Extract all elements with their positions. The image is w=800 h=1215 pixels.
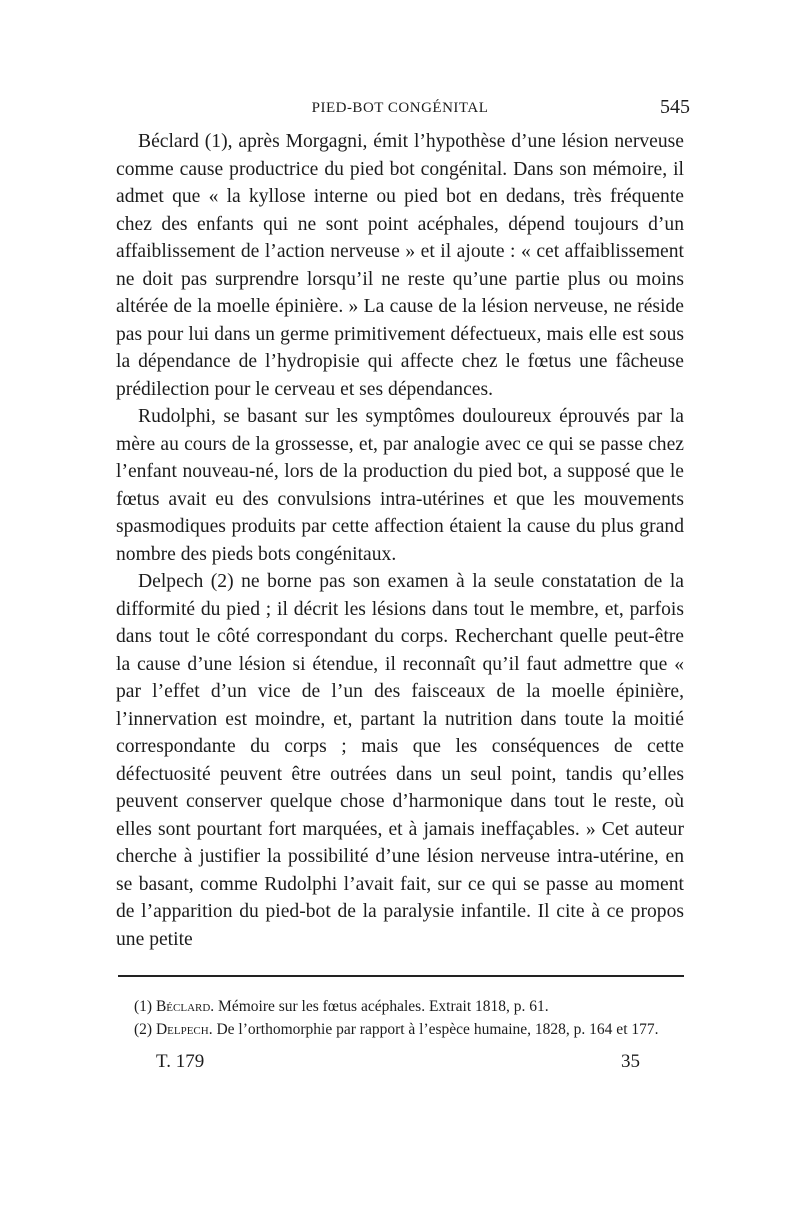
footnote-marker: (1)	[134, 998, 153, 1015]
page-number: 545	[660, 96, 690, 118]
footnote-1	[116, 995, 684, 1018]
footnote-text: De l’orthomorphie par rapport à l’espèce humaine, 1828, p. 164 et 177.	[216, 1021, 659, 1038]
body-text	[116, 128, 684, 953]
book-page	[116, 96, 690, 1081]
sheet-footer	[116, 1051, 684, 1081]
footnote-divider	[118, 975, 684, 977]
paragraph-delpech: Delpech (2) ne borne pas son examen à la seule constatation de la difformité du pied ; il décrit les lésions dans tout le membre, et, parfois dans tout le côté correspondant du corps. Recherchant quelle peut-être la cause d’une lésion si étendue, il reconnaît qu’il faut admettre que « par l’effet d’un vice de l’un des faisceaux de la moelle épinière, l’innervation est moindre, et, partant la nutrition dans toute la moitié correspondante du corps ; mais que les conséquences de cette défectuosité peuvent être outrées dans un seul point, tandis qu’elles peuvent conserver quelque chose d’harmonique dans tout le reste, où elles sont pourtant fort marquées, et à jamais ineffaçables. » Cet auteur cherche à justifier la possibilité d’une lésion nerveuse intra-utérine, en se basant, comme Rudolphi l’avait fait, sur ce qui se passe au moment de l’apparition du pied-bot de la paralysie infantile. Il cite à ce propos une petite	[116, 571, 684, 950]
running-title: PIED-BOT CONGÉNITAL	[311, 100, 489, 116]
footnotes	[116, 995, 684, 1041]
footnote-author: Delpech.	[155, 1021, 213, 1038]
paragraph-beclard: Béclard (1), après Morgagni, émit l’hypothèse d’une lésion nerveuse comme cause productrice du pied bot congénital. Dans son mémoire, il admet que « la kyllose interne ou pied bot en dedans, très fréquente chez des enfants qui ne sont point acéphales, dépend toujours d’un affaiblissement de l’action nerveuse » et il ajoute : « cet affaiblissement ne doit pas surprendre lorsqu’il ne reste qu’une partie plus ou moins altérée de la moelle épinière. » La cause de la lésion nerveuse, ne réside pas pour lui dans un germe primitivement défectueux, mais elle est sous la dépendance de l’hydropisie qui affecte chez le fœtus une fâcheuse prédilection pour le cerveau et ses dépendances.	[116, 131, 684, 400]
footnote-author: Béclard.	[155, 998, 215, 1015]
footnote-text: Mémoire sur les fœtus acéphales. Extrait 1818, p. 61.	[218, 998, 549, 1015]
sheet-number: 35	[621, 1051, 640, 1072]
signature-mark: T. 179	[156, 1051, 205, 1072]
paragraph-rudolphi: Rudolphi, se basant sur les symptômes douloureux éprouvés par la mère au cours de la grossesse, et, par analogie avec ce qui se passe chez l’enfant nouveau-né, lors de la production du pied bot, a supposé que le fœtus avait eu des convulsions intra-utérines et que les mouvements spasmodiques produits par cette affection étaient la cause du plus grand nombre des pieds bots congénitaux.	[116, 406, 684, 565]
footnote-2	[116, 1018, 684, 1041]
footnote-marker: (2)	[134, 1021, 153, 1038]
running-header	[116, 96, 690, 128]
